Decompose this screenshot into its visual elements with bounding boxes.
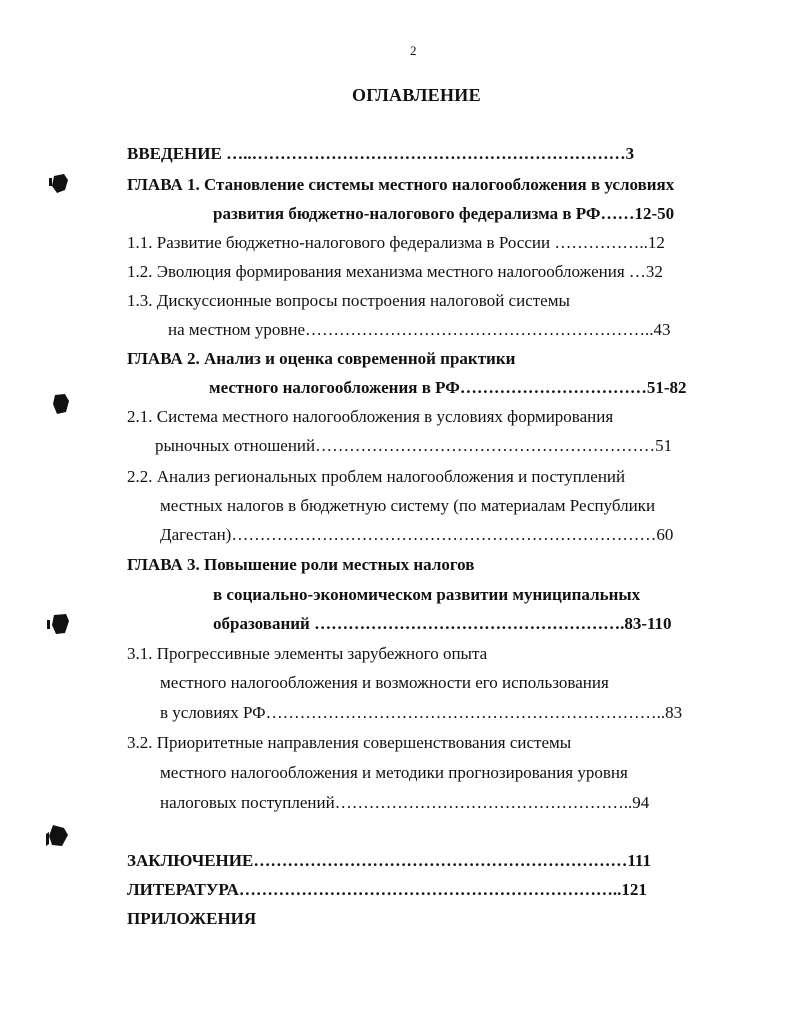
toc-section-2-1-line-1: 2.1. Система местного налогообложения в условиях формирования <box>127 407 614 426</box>
toc-section-1-2: 1.2. Эволюция формирования механизма местного налогообложения …32 <box>127 262 663 281</box>
toc-chapter-3-line-2: в социально-экономическом развитии муниципальных <box>213 585 641 604</box>
binder-hole-mark <box>46 611 72 637</box>
toc-chapter-2-line-2: местного налогообложения в РФ……………………………51-82 <box>209 378 687 397</box>
toc-literature: ЛИТЕРАТУРА…………………………………………………………..121 <box>127 880 647 899</box>
toc-section-3-2-line-3: налоговых поступлений……………………………………………..94 <box>160 793 650 812</box>
toc-chapter-1-line-2: развития бюджетно-налогового федерализма в РФ……12-50 <box>213 204 675 223</box>
toc-section-3-2-line-2: местного налогообложения и методики прогнозирования уровня <box>160 763 628 782</box>
toc-section-3-1-line-3: в условиях РФ……………………………………………………………..83 <box>160 703 683 722</box>
toc-appendix: ПРИЛОЖЕНИЯ <box>127 909 257 928</box>
toc-intro: ВВЕДЕНИЕ …..…………………………………………………………3 <box>127 144 635 163</box>
toc-section-2-2-line-2: местных налогов в бюджетную систему (по материалам Республики <box>160 496 656 515</box>
page-title: ОГЛАВЛЕНИЕ <box>352 85 481 105</box>
toc-section-2-2-line-1: 2.2. Анализ региональных проблем налогообложения и поступлений <box>127 467 626 486</box>
page-number: 2 <box>410 43 417 58</box>
binder-hole-mark <box>44 822 72 850</box>
toc-section-1-3-line-1: 1.3. Дискуссионные вопросы построения налоговой системы <box>127 291 570 310</box>
toc-chapter-3-line-3: образований ……………………………………………….83-110 <box>213 614 672 633</box>
toc-section-2-2-line-3: Дагестан)…………………………………………………………………60 <box>160 525 674 544</box>
toc-section-1-3-line-2: на местном уровне……………………………………………………..43 <box>168 320 671 339</box>
toc-section-3-1-line-2: местного налогообложения и возможности его использования <box>160 673 609 692</box>
toc-section-3-2-line-1: 3.2. Приоритетные направления совершенствования системы <box>127 733 572 752</box>
binder-hole-mark <box>50 392 72 416</box>
toc-section-3-1-line-1: 3.1. Прогрессивные элементы зарубежного опыта <box>127 644 488 663</box>
toc-chapter-1-line-1: ГЛАВА 1. Становление системы местного налогообложения в условиях <box>127 175 675 194</box>
toc-chapter-2-line-1: ГЛАВА 2. Анализ и оценка современной практики <box>127 349 516 368</box>
toc-chapter-3-line-1: ГЛАВА 3. Повышение роли местных налогов <box>127 555 475 574</box>
toc-section-1-1: 1.1. Развитие бюджетно-налогового федерализма в России ……………..12 <box>127 233 665 252</box>
toc-conclusion: ЗАКЛЮЧЕНИЕ…………………………………………………………111 <box>127 851 651 870</box>
toc-section-2-1-line-2: рыночных отношений……………………………………………………51 <box>155 436 673 455</box>
binder-hole-mark <box>48 172 72 196</box>
